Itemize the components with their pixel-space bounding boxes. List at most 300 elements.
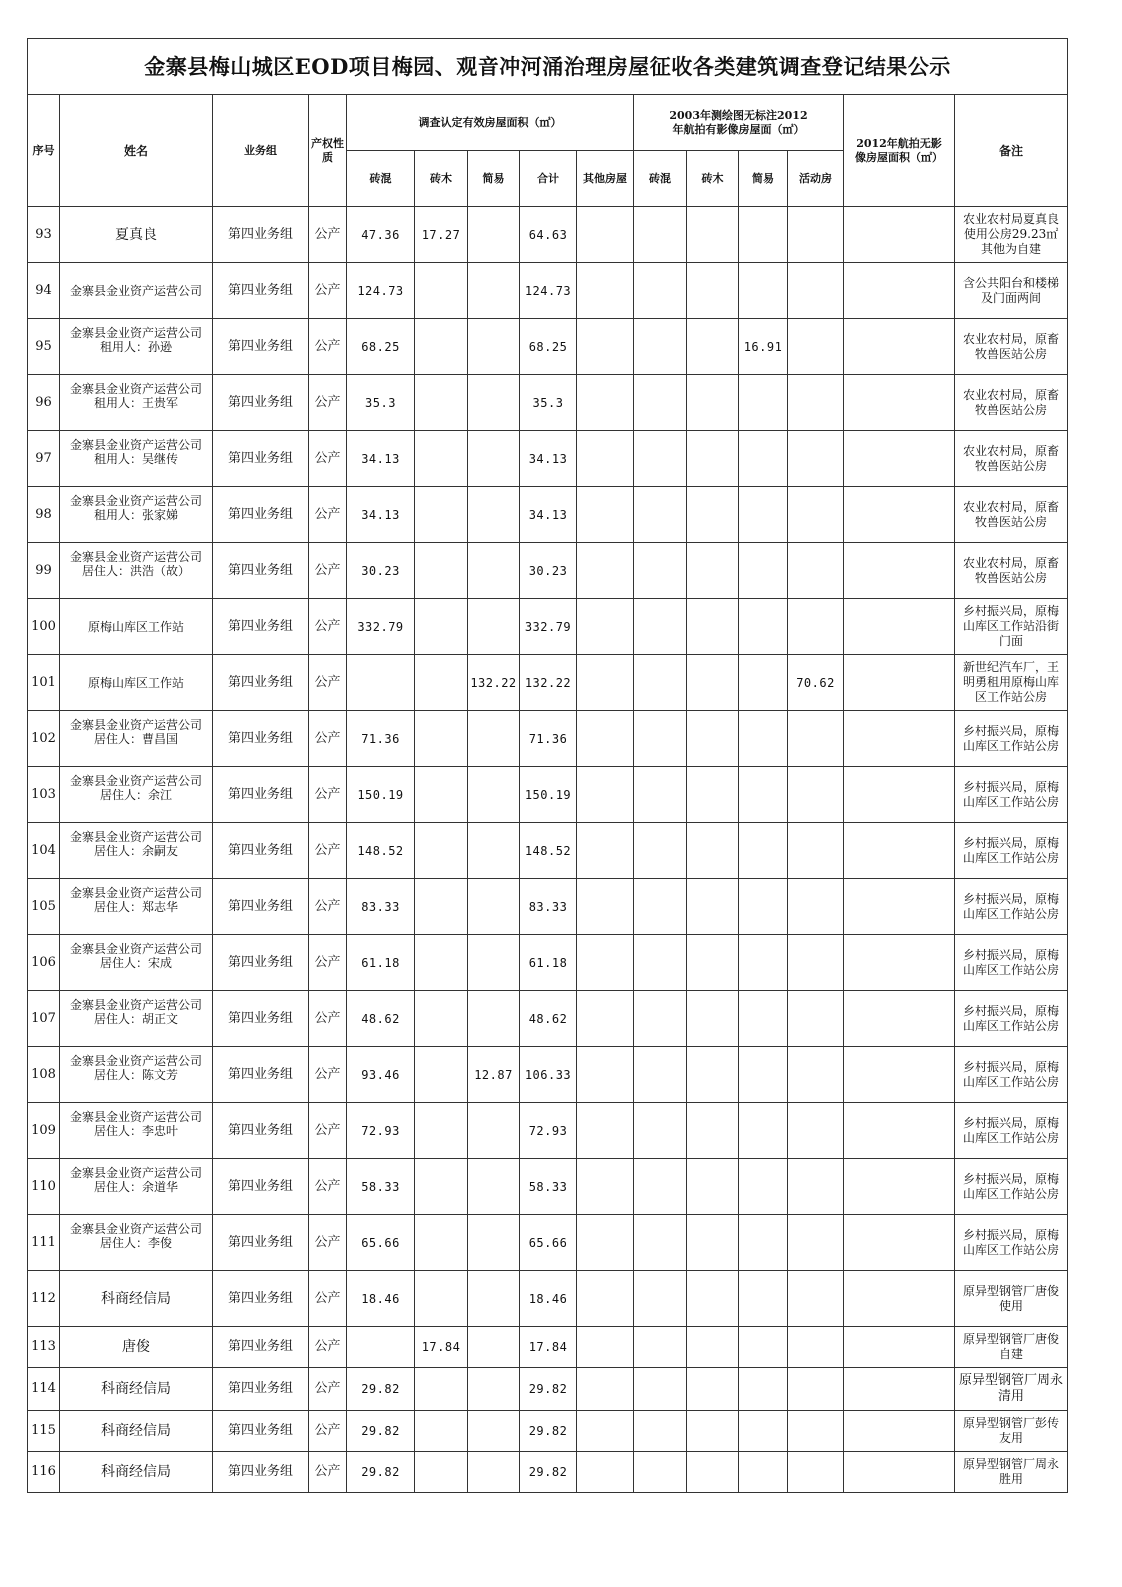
name-cell bbox=[60, 543, 213, 599]
brick-concrete-2-cell bbox=[634, 599, 687, 655]
brick-concrete-cell: 30.23 bbox=[347, 543, 415, 599]
brick-concrete-cell: 48.62 bbox=[347, 991, 415, 1047]
remark-cell: 原异型钢管厂周永清用 bbox=[955, 1368, 1068, 1411]
mobile-cell bbox=[788, 823, 844, 879]
seq-cell: 109 bbox=[28, 1103, 60, 1159]
brick-wood-2-cell bbox=[687, 1368, 739, 1411]
table-row bbox=[28, 935, 1068, 991]
group-cell: 第四业务组 bbox=[213, 263, 309, 319]
group-cell: 第四业务组 bbox=[213, 767, 309, 823]
name-cell bbox=[60, 207, 213, 263]
simple-cell bbox=[468, 991, 520, 1047]
brick-concrete-cell: 72.93 bbox=[347, 1103, 415, 1159]
name-primary: 金寨县金业资产运营公司 bbox=[69, 549, 202, 564]
remark-cell: 原异型钢管厂周永胜用 bbox=[955, 1452, 1068, 1493]
no-image-area-cell bbox=[844, 1327, 955, 1368]
other-cell bbox=[577, 487, 634, 543]
name-secondary: 租用人：孙逊 bbox=[99, 339, 172, 354]
total-cell: 29.82 bbox=[520, 1452, 577, 1493]
simple-cell bbox=[468, 599, 520, 655]
remark-cell: 含公共阳台和楼梯及门面两间 bbox=[955, 263, 1068, 319]
simple-cell bbox=[468, 1452, 520, 1493]
simple-2-cell bbox=[739, 207, 788, 263]
brick-concrete-2-cell bbox=[634, 767, 687, 823]
simple-2-cell bbox=[739, 767, 788, 823]
table-row bbox=[28, 319, 1068, 375]
remark-cell: 乡村振兴局，原梅山库区工作站公房 bbox=[955, 823, 1068, 879]
header-aerial-without-image: 2012年航拍无影像房屋面积（㎡） bbox=[844, 95, 955, 207]
property-cell: 公产 bbox=[309, 767, 347, 823]
seq-cell: 95 bbox=[28, 319, 60, 375]
remark-cell: 乡村振兴局，原梅山库区工作站公房 bbox=[955, 767, 1068, 823]
simple-cell bbox=[468, 1271, 520, 1327]
group-cell: 第四业务组 bbox=[213, 1368, 309, 1411]
name-primary: 金寨县金业资产运营公司 bbox=[69, 829, 202, 844]
table-body bbox=[28, 207, 1068, 1493]
total-cell: 72.93 bbox=[520, 1103, 577, 1159]
brick-concrete-cell: 150.19 bbox=[347, 767, 415, 823]
other-cell bbox=[577, 1159, 634, 1215]
no-image-area-cell bbox=[844, 711, 955, 767]
simple-cell bbox=[468, 1103, 520, 1159]
simple-2-cell bbox=[739, 375, 788, 431]
brick-wood-2-cell bbox=[687, 263, 739, 319]
remark-cell: 新世纪汽车厂，王明勇租用原梅山库区工作站公房 bbox=[955, 655, 1068, 711]
property-cell: 公产 bbox=[309, 935, 347, 991]
brick-concrete-2-cell bbox=[634, 375, 687, 431]
brick-wood-2-cell bbox=[687, 431, 739, 487]
total-cell: 30.23 bbox=[520, 543, 577, 599]
seq-cell: 93 bbox=[28, 207, 60, 263]
other-cell bbox=[577, 767, 634, 823]
simple-2-cell bbox=[739, 879, 788, 935]
brick-concrete-2-cell bbox=[634, 655, 687, 711]
simple-cell bbox=[468, 1327, 520, 1368]
simple-2-cell bbox=[739, 599, 788, 655]
header-mobile: 活动房 bbox=[788, 151, 844, 207]
property-cell: 公产 bbox=[309, 207, 347, 263]
total-cell: 29.82 bbox=[520, 1411, 577, 1452]
name-cell bbox=[60, 319, 213, 375]
brick-concrete-cell: 34.13 bbox=[347, 487, 415, 543]
remark-cell: 农业农村局，原畜牧兽医站公房 bbox=[955, 543, 1068, 599]
brick-concrete-2-cell bbox=[634, 1368, 687, 1411]
other-cell bbox=[577, 263, 634, 319]
remark-cell: 乡村振兴局，原梅山库区工作站公房 bbox=[955, 1159, 1068, 1215]
brick-wood-cell bbox=[415, 1159, 468, 1215]
group-cell: 第四业务组 bbox=[213, 599, 309, 655]
brick-wood-cell bbox=[415, 1047, 468, 1103]
brick-wood-2-cell bbox=[687, 319, 739, 375]
name-secondary: 居住人：陈文芳 bbox=[93, 1067, 178, 1082]
name-cell bbox=[60, 1215, 213, 1271]
mobile-cell bbox=[788, 1452, 844, 1493]
mobile-cell bbox=[788, 767, 844, 823]
other-cell bbox=[577, 1103, 634, 1159]
simple-cell bbox=[468, 767, 520, 823]
group-cell: 第四业务组 bbox=[213, 1271, 309, 1327]
header-other: 其他房屋 bbox=[577, 151, 634, 207]
no-image-area-cell bbox=[844, 1411, 955, 1452]
name-primary: 金寨县金业资产运营公司 bbox=[69, 1221, 202, 1236]
name-secondary: 租用人：王贵军 bbox=[93, 395, 178, 410]
simple-2-cell bbox=[739, 263, 788, 319]
name-primary: 金寨县金业资产运营公司 bbox=[69, 997, 202, 1012]
remark-cell: 原异型钢管厂彭传友用 bbox=[955, 1411, 1068, 1452]
name-cell bbox=[60, 1452, 213, 1493]
brick-concrete-2-cell bbox=[634, 1271, 687, 1327]
total-cell: 106.33 bbox=[520, 1047, 577, 1103]
brick-wood-cell bbox=[415, 1368, 468, 1411]
no-image-area-cell bbox=[844, 207, 955, 263]
name-cell bbox=[60, 1047, 213, 1103]
seq-cell: 111 bbox=[28, 1215, 60, 1271]
table-row bbox=[28, 207, 1068, 263]
no-image-area-cell bbox=[844, 375, 955, 431]
name-secondary: 居住人：余江 bbox=[99, 787, 172, 802]
simple-cell bbox=[468, 375, 520, 431]
brick-wood-2-cell bbox=[687, 1047, 739, 1103]
seq-cell: 112 bbox=[28, 1271, 60, 1327]
total-cell: 132.22 bbox=[520, 655, 577, 711]
name-cell bbox=[60, 431, 213, 487]
total-cell: 17.84 bbox=[520, 1327, 577, 1368]
mobile-cell bbox=[788, 935, 844, 991]
brick-concrete-2-cell bbox=[634, 487, 687, 543]
simple-2-cell bbox=[739, 1159, 788, 1215]
group-cell: 第四业务组 bbox=[213, 1103, 309, 1159]
table-row bbox=[28, 1327, 1068, 1368]
name-cell bbox=[60, 1368, 213, 1411]
no-image-area-cell bbox=[844, 431, 955, 487]
header-name: 姓名 bbox=[60, 95, 213, 207]
brick-concrete-2-cell bbox=[634, 879, 687, 935]
table-row bbox=[28, 431, 1068, 487]
other-cell bbox=[577, 319, 634, 375]
seq-cell: 99 bbox=[28, 543, 60, 599]
property-cell: 公产 bbox=[309, 991, 347, 1047]
group-cell: 第四业务组 bbox=[213, 655, 309, 711]
name-cell bbox=[60, 767, 213, 823]
mobile-cell bbox=[788, 599, 844, 655]
simple-2-cell bbox=[739, 487, 788, 543]
mobile-cell bbox=[788, 487, 844, 543]
seq-cell: 106 bbox=[28, 935, 60, 991]
table-row bbox=[28, 879, 1068, 935]
simple-cell bbox=[468, 823, 520, 879]
brick-concrete-2-cell bbox=[634, 1452, 687, 1493]
brick-concrete-cell: 65.66 bbox=[347, 1215, 415, 1271]
mobile-cell bbox=[788, 319, 844, 375]
simple-cell bbox=[468, 319, 520, 375]
other-cell bbox=[577, 935, 634, 991]
brick-wood-cell bbox=[415, 767, 468, 823]
remark-cell: 乡村振兴局，原梅山库区工作站公房 bbox=[955, 1103, 1068, 1159]
brick-concrete-cell: 148.52 bbox=[347, 823, 415, 879]
brick-wood-2-cell bbox=[687, 1327, 739, 1368]
name-cell bbox=[60, 935, 213, 991]
no-image-area-cell bbox=[844, 599, 955, 655]
name-secondary: 租用人：张家娣 bbox=[93, 507, 178, 522]
table-row bbox=[28, 1271, 1068, 1327]
brick-wood-2-cell bbox=[687, 879, 739, 935]
other-cell bbox=[577, 991, 634, 1047]
name-primary: 金寨县金业资产运营公司 bbox=[69, 773, 202, 788]
brick-concrete-2-cell bbox=[634, 1159, 687, 1215]
total-cell: 64.63 bbox=[520, 207, 577, 263]
simple-cell bbox=[468, 1368, 520, 1411]
remark-cell: 原异型钢管厂唐俊自建 bbox=[955, 1327, 1068, 1368]
seq-cell: 107 bbox=[28, 991, 60, 1047]
table-row bbox=[28, 1103, 1068, 1159]
brick-wood-cell bbox=[415, 1452, 468, 1493]
simple-cell bbox=[468, 1159, 520, 1215]
name-primary: 金寨县金业资产运营公司 bbox=[69, 493, 202, 508]
brick-concrete-2-cell bbox=[634, 263, 687, 319]
seq-cell: 97 bbox=[28, 431, 60, 487]
mobile-cell bbox=[788, 1411, 844, 1452]
seq-cell: 103 bbox=[28, 767, 60, 823]
mobile-cell bbox=[788, 991, 844, 1047]
name-primary: 金寨县金业资产运营公司 bbox=[69, 325, 202, 340]
header-brick-wood-2: 砖木 bbox=[687, 151, 739, 207]
seq-cell: 116 bbox=[28, 1452, 60, 1493]
total-cell: 29.82 bbox=[520, 1368, 577, 1411]
brick-concrete-cell: 29.82 bbox=[347, 1452, 415, 1493]
property-cell: 公产 bbox=[309, 543, 347, 599]
seq-cell: 102 bbox=[28, 711, 60, 767]
simple-cell bbox=[468, 543, 520, 599]
brick-wood-cell bbox=[415, 1215, 468, 1271]
group-cell: 第四业务组 bbox=[213, 1215, 309, 1271]
brick-wood-cell: 17.84 bbox=[415, 1327, 468, 1368]
brick-wood-cell bbox=[415, 879, 468, 935]
group-cell: 第四业务组 bbox=[213, 487, 309, 543]
brick-concrete-cell: 68.25 bbox=[347, 319, 415, 375]
name-primary: 科商经信局 bbox=[101, 1381, 171, 1397]
group-cell: 第四业务组 bbox=[213, 319, 309, 375]
no-image-area-cell bbox=[844, 935, 955, 991]
brick-concrete-cell: 71.36 bbox=[347, 711, 415, 767]
brick-wood-2-cell bbox=[687, 1215, 739, 1271]
name-primary: 金寨县金业资产运营公司 bbox=[69, 717, 202, 732]
remark-cell: 乡村振兴局，原梅山库区工作站公房 bbox=[955, 935, 1068, 991]
seq-cell: 113 bbox=[28, 1327, 60, 1368]
header-seq: 序号 bbox=[28, 95, 60, 207]
brick-wood-2-cell bbox=[687, 655, 739, 711]
simple-2-cell bbox=[739, 431, 788, 487]
brick-concrete-cell: 83.33 bbox=[347, 879, 415, 935]
seq-cell: 98 bbox=[28, 487, 60, 543]
no-image-area-cell bbox=[844, 991, 955, 1047]
total-cell: 65.66 bbox=[520, 1215, 577, 1271]
survey-sheet bbox=[27, 38, 1067, 1493]
table-row bbox=[28, 991, 1068, 1047]
simple-2-cell bbox=[739, 1271, 788, 1327]
brick-wood-cell bbox=[415, 655, 468, 711]
mobile-cell bbox=[788, 1047, 844, 1103]
brick-concrete-cell bbox=[347, 655, 415, 711]
page-title: 金寨县梅山城区EOD项目梅园、观音冲河涌治理房屋征收各类建筑调查登记结果公示 bbox=[28, 39, 1068, 95]
name-secondary: 居住人：胡正文 bbox=[93, 1011, 178, 1026]
table-row bbox=[28, 1215, 1068, 1271]
brick-wood-cell bbox=[415, 375, 468, 431]
name-cell bbox=[60, 487, 213, 543]
group-cell: 第四业务组 bbox=[213, 711, 309, 767]
group-cell: 第四业务组 bbox=[213, 1411, 309, 1452]
remark-cell: 乡村振兴局，原梅山库区工作站公房 bbox=[955, 1047, 1068, 1103]
header-brick-concrete: 砖混 bbox=[347, 151, 415, 207]
name-primary: 原梅山库区工作站 bbox=[87, 619, 184, 634]
brick-wood-cell bbox=[415, 319, 468, 375]
brick-concrete-cell: 61.18 bbox=[347, 935, 415, 991]
other-cell bbox=[577, 1411, 634, 1452]
brick-concrete-cell: 35.3 bbox=[347, 375, 415, 431]
brick-wood-2-cell bbox=[687, 1159, 739, 1215]
group-cell: 第四业务组 bbox=[213, 935, 309, 991]
name-secondary: 居住人：余嗣友 bbox=[93, 843, 178, 858]
simple-2-cell bbox=[739, 1047, 788, 1103]
header-remark: 备注 bbox=[955, 95, 1068, 207]
property-cell: 公产 bbox=[309, 375, 347, 431]
mobile-cell bbox=[788, 375, 844, 431]
brick-wood-cell bbox=[415, 991, 468, 1047]
total-cell: 68.25 bbox=[520, 319, 577, 375]
brick-wood-cell bbox=[415, 431, 468, 487]
simple-2-cell bbox=[739, 991, 788, 1047]
seq-cell: 96 bbox=[28, 375, 60, 431]
property-cell: 公产 bbox=[309, 1411, 347, 1452]
brick-concrete-cell: 124.73 bbox=[347, 263, 415, 319]
brick-wood-2-cell bbox=[687, 543, 739, 599]
brick-wood-cell bbox=[415, 543, 468, 599]
mobile-cell bbox=[788, 431, 844, 487]
total-cell: 150.19 bbox=[520, 767, 577, 823]
no-image-area-cell bbox=[844, 319, 955, 375]
total-cell: 332.79 bbox=[520, 599, 577, 655]
other-cell bbox=[577, 207, 634, 263]
property-cell: 公产 bbox=[309, 655, 347, 711]
brick-wood-2-cell bbox=[687, 991, 739, 1047]
other-cell bbox=[577, 1215, 634, 1271]
remark-cell: 农业农村局，原畜牧兽医站公房 bbox=[955, 319, 1068, 375]
brick-wood-cell bbox=[415, 1271, 468, 1327]
no-image-area-cell bbox=[844, 1452, 955, 1493]
simple-2-cell bbox=[739, 935, 788, 991]
remark-cell: 乡村振兴局，原梅山库区工作站沿街门面 bbox=[955, 599, 1068, 655]
brick-concrete-2-cell bbox=[634, 991, 687, 1047]
brick-wood-2-cell bbox=[687, 935, 739, 991]
group-cell: 第四业务组 bbox=[213, 1327, 309, 1368]
table-row bbox=[28, 599, 1068, 655]
property-cell: 公产 bbox=[309, 1215, 347, 1271]
name-secondary: 居住人：洪浩（故） bbox=[81, 563, 190, 578]
other-cell bbox=[577, 543, 634, 599]
group-cell: 第四业务组 bbox=[213, 1159, 309, 1215]
brick-wood-2-cell bbox=[687, 823, 739, 879]
total-cell: 148.52 bbox=[520, 823, 577, 879]
brick-wood-2-cell bbox=[687, 1271, 739, 1327]
property-cell: 公产 bbox=[309, 711, 347, 767]
group-cell: 第四业务组 bbox=[213, 1452, 309, 1493]
simple-cell bbox=[468, 1215, 520, 1271]
header-total: 合计 bbox=[520, 151, 577, 207]
simple-cell: 12.87 bbox=[468, 1047, 520, 1103]
brick-wood-2-cell bbox=[687, 375, 739, 431]
simple-2-cell bbox=[739, 1327, 788, 1368]
no-image-area-cell bbox=[844, 823, 955, 879]
simple-2-cell bbox=[739, 1215, 788, 1271]
simple-2-cell bbox=[739, 1411, 788, 1452]
property-cell: 公产 bbox=[309, 879, 347, 935]
name-cell bbox=[60, 599, 213, 655]
other-cell bbox=[577, 599, 634, 655]
brick-wood-2-cell bbox=[687, 599, 739, 655]
group-cell: 第四业务组 bbox=[213, 431, 309, 487]
no-image-area-cell bbox=[844, 487, 955, 543]
no-image-area-cell bbox=[844, 655, 955, 711]
survey-table bbox=[27, 38, 1068, 1493]
other-cell bbox=[577, 1368, 634, 1411]
other-cell bbox=[577, 1047, 634, 1103]
name-secondary: 居住人：宋成 bbox=[99, 955, 172, 970]
property-cell: 公产 bbox=[309, 1452, 347, 1493]
remark-cell: 农业农村局夏真良使用公房29.23㎡其他为自建 bbox=[955, 207, 1068, 263]
name-primary: 科商经信局 bbox=[101, 1464, 171, 1480]
mobile-cell bbox=[788, 1159, 844, 1215]
name-primary: 金寨县金业资产运营公司 bbox=[69, 381, 202, 396]
total-cell: 71.36 bbox=[520, 711, 577, 767]
header-surveyed-area: 调查认定有效房屋面积（㎡） bbox=[347, 95, 634, 151]
table-row bbox=[28, 263, 1068, 319]
name-primary: 金寨县金业资产运营公司 bbox=[69, 437, 202, 452]
total-cell: 35.3 bbox=[520, 375, 577, 431]
simple-cell bbox=[468, 487, 520, 543]
brick-wood-cell bbox=[415, 823, 468, 879]
brick-wood-2-cell bbox=[687, 1411, 739, 1452]
remark-cell: 农业农村局，原畜牧兽医站公房 bbox=[955, 375, 1068, 431]
seq-cell: 110 bbox=[28, 1159, 60, 1215]
name-secondary: 居住人：李忠叶 bbox=[93, 1123, 178, 1138]
total-cell: 48.62 bbox=[520, 991, 577, 1047]
property-cell: 公产 bbox=[309, 599, 347, 655]
brick-wood-2-cell bbox=[687, 487, 739, 543]
brick-concrete-cell: 29.82 bbox=[347, 1411, 415, 1452]
simple-2-cell bbox=[739, 655, 788, 711]
brick-concrete-2-cell bbox=[634, 711, 687, 767]
brick-concrete-2-cell bbox=[634, 1215, 687, 1271]
property-cell: 公产 bbox=[309, 1327, 347, 1368]
header-brick-wood: 砖木 bbox=[415, 151, 468, 207]
seq-cell: 114 bbox=[28, 1368, 60, 1411]
name-cell bbox=[60, 879, 213, 935]
total-cell: 58.33 bbox=[520, 1159, 577, 1215]
other-cell bbox=[577, 823, 634, 879]
remark-cell: 乡村振兴局，原梅山库区工作站公房 bbox=[955, 991, 1068, 1047]
brick-wood-cell bbox=[415, 711, 468, 767]
brick-wood-2-cell bbox=[687, 767, 739, 823]
table-row bbox=[28, 1368, 1068, 1411]
table-row bbox=[28, 1047, 1068, 1103]
remark-cell: 农业农村局，原畜牧兽医站公房 bbox=[955, 487, 1068, 543]
name-primary: 金寨县金业资产运营公司 bbox=[69, 1109, 202, 1124]
no-image-area-cell bbox=[844, 1159, 955, 1215]
simple-2-cell: 16.91 bbox=[739, 319, 788, 375]
property-cell: 公产 bbox=[309, 431, 347, 487]
name-cell bbox=[60, 375, 213, 431]
brick-concrete-cell bbox=[347, 1327, 415, 1368]
brick-concrete-cell: 34.13 bbox=[347, 431, 415, 487]
